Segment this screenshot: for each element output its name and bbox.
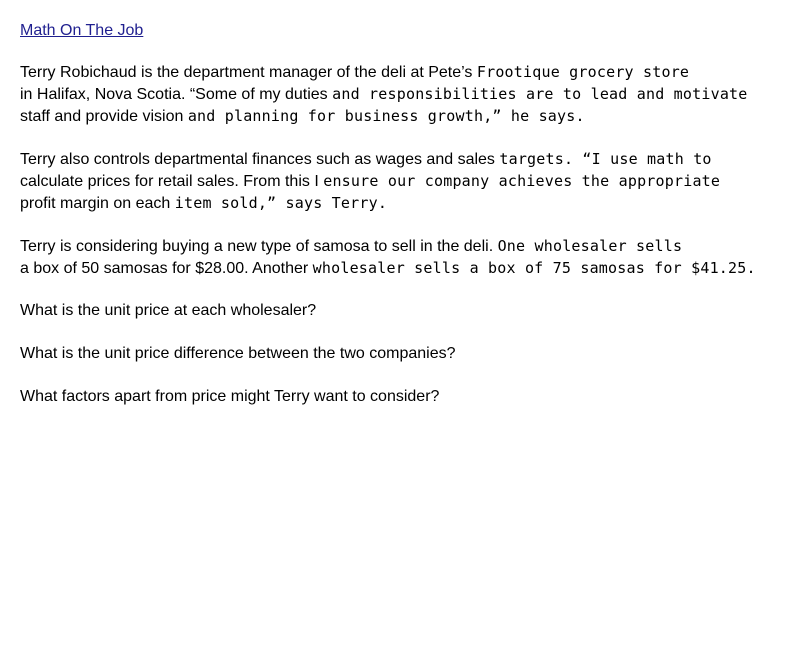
text-run: staff and provide vision bbox=[20, 108, 188, 125]
paragraph-intro bbox=[20, 61, 790, 127]
text-run: in Halifax, Nova Scotia. “Some of my duties bbox=[20, 86, 333, 103]
text-run: Terry is considering buying a new type of samosa to sell in the deli. bbox=[20, 238, 498, 255]
text-run: targets. “I use math to bbox=[499, 150, 712, 168]
question-price-difference: What is the unit price difference between the two companies? bbox=[20, 345, 456, 362]
paragraph-samosa bbox=[20, 235, 790, 279]
question-other-factors: What factors apart from price might Terry want to consider? bbox=[20, 388, 440, 405]
paragraph-line bbox=[20, 170, 790, 192]
text-run: wholesaler sells a box of 75 samosas for $41.25. bbox=[312, 259, 756, 277]
text-run: Terry also controls departmental finances such as wages and sales bbox=[20, 151, 500, 168]
paragraph-finances bbox=[20, 148, 790, 214]
text-run: and responsibilities are to lead and motivate bbox=[332, 85, 748, 103]
question-unit-price: What is the unit price at each wholesaler? bbox=[20, 302, 317, 319]
paragraph-line bbox=[20, 83, 790, 105]
text-run: ensure our company achieves the appropriate bbox=[323, 172, 721, 190]
paragraph-line bbox=[20, 61, 790, 83]
text-run: Frootique grocery store bbox=[476, 63, 690, 81]
text-run: item sold,” says Terry. bbox=[174, 194, 388, 212]
text-run: calculate prices for retail sales. From this I bbox=[20, 173, 324, 190]
text-run: One wholesaler sells bbox=[497, 237, 683, 255]
paragraph-line bbox=[20, 105, 790, 127]
text-run: and planning for business growth,” he says. bbox=[187, 107, 585, 125]
page-title[interactable]: Math On The Job bbox=[20, 22, 144, 39]
paragraph-line bbox=[20, 192, 790, 214]
paragraph-line bbox=[20, 148, 790, 170]
text-run: a box of 50 samosas for $28.00. Another bbox=[20, 260, 313, 277]
text-run: profit margin on each bbox=[20, 195, 175, 212]
paragraph-line bbox=[20, 257, 790, 279]
paragraph-line bbox=[20, 235, 790, 257]
text-run: Terry Robichaud is the department manager of the deli at Pete’s bbox=[20, 64, 477, 81]
document-page bbox=[20, 20, 790, 429]
